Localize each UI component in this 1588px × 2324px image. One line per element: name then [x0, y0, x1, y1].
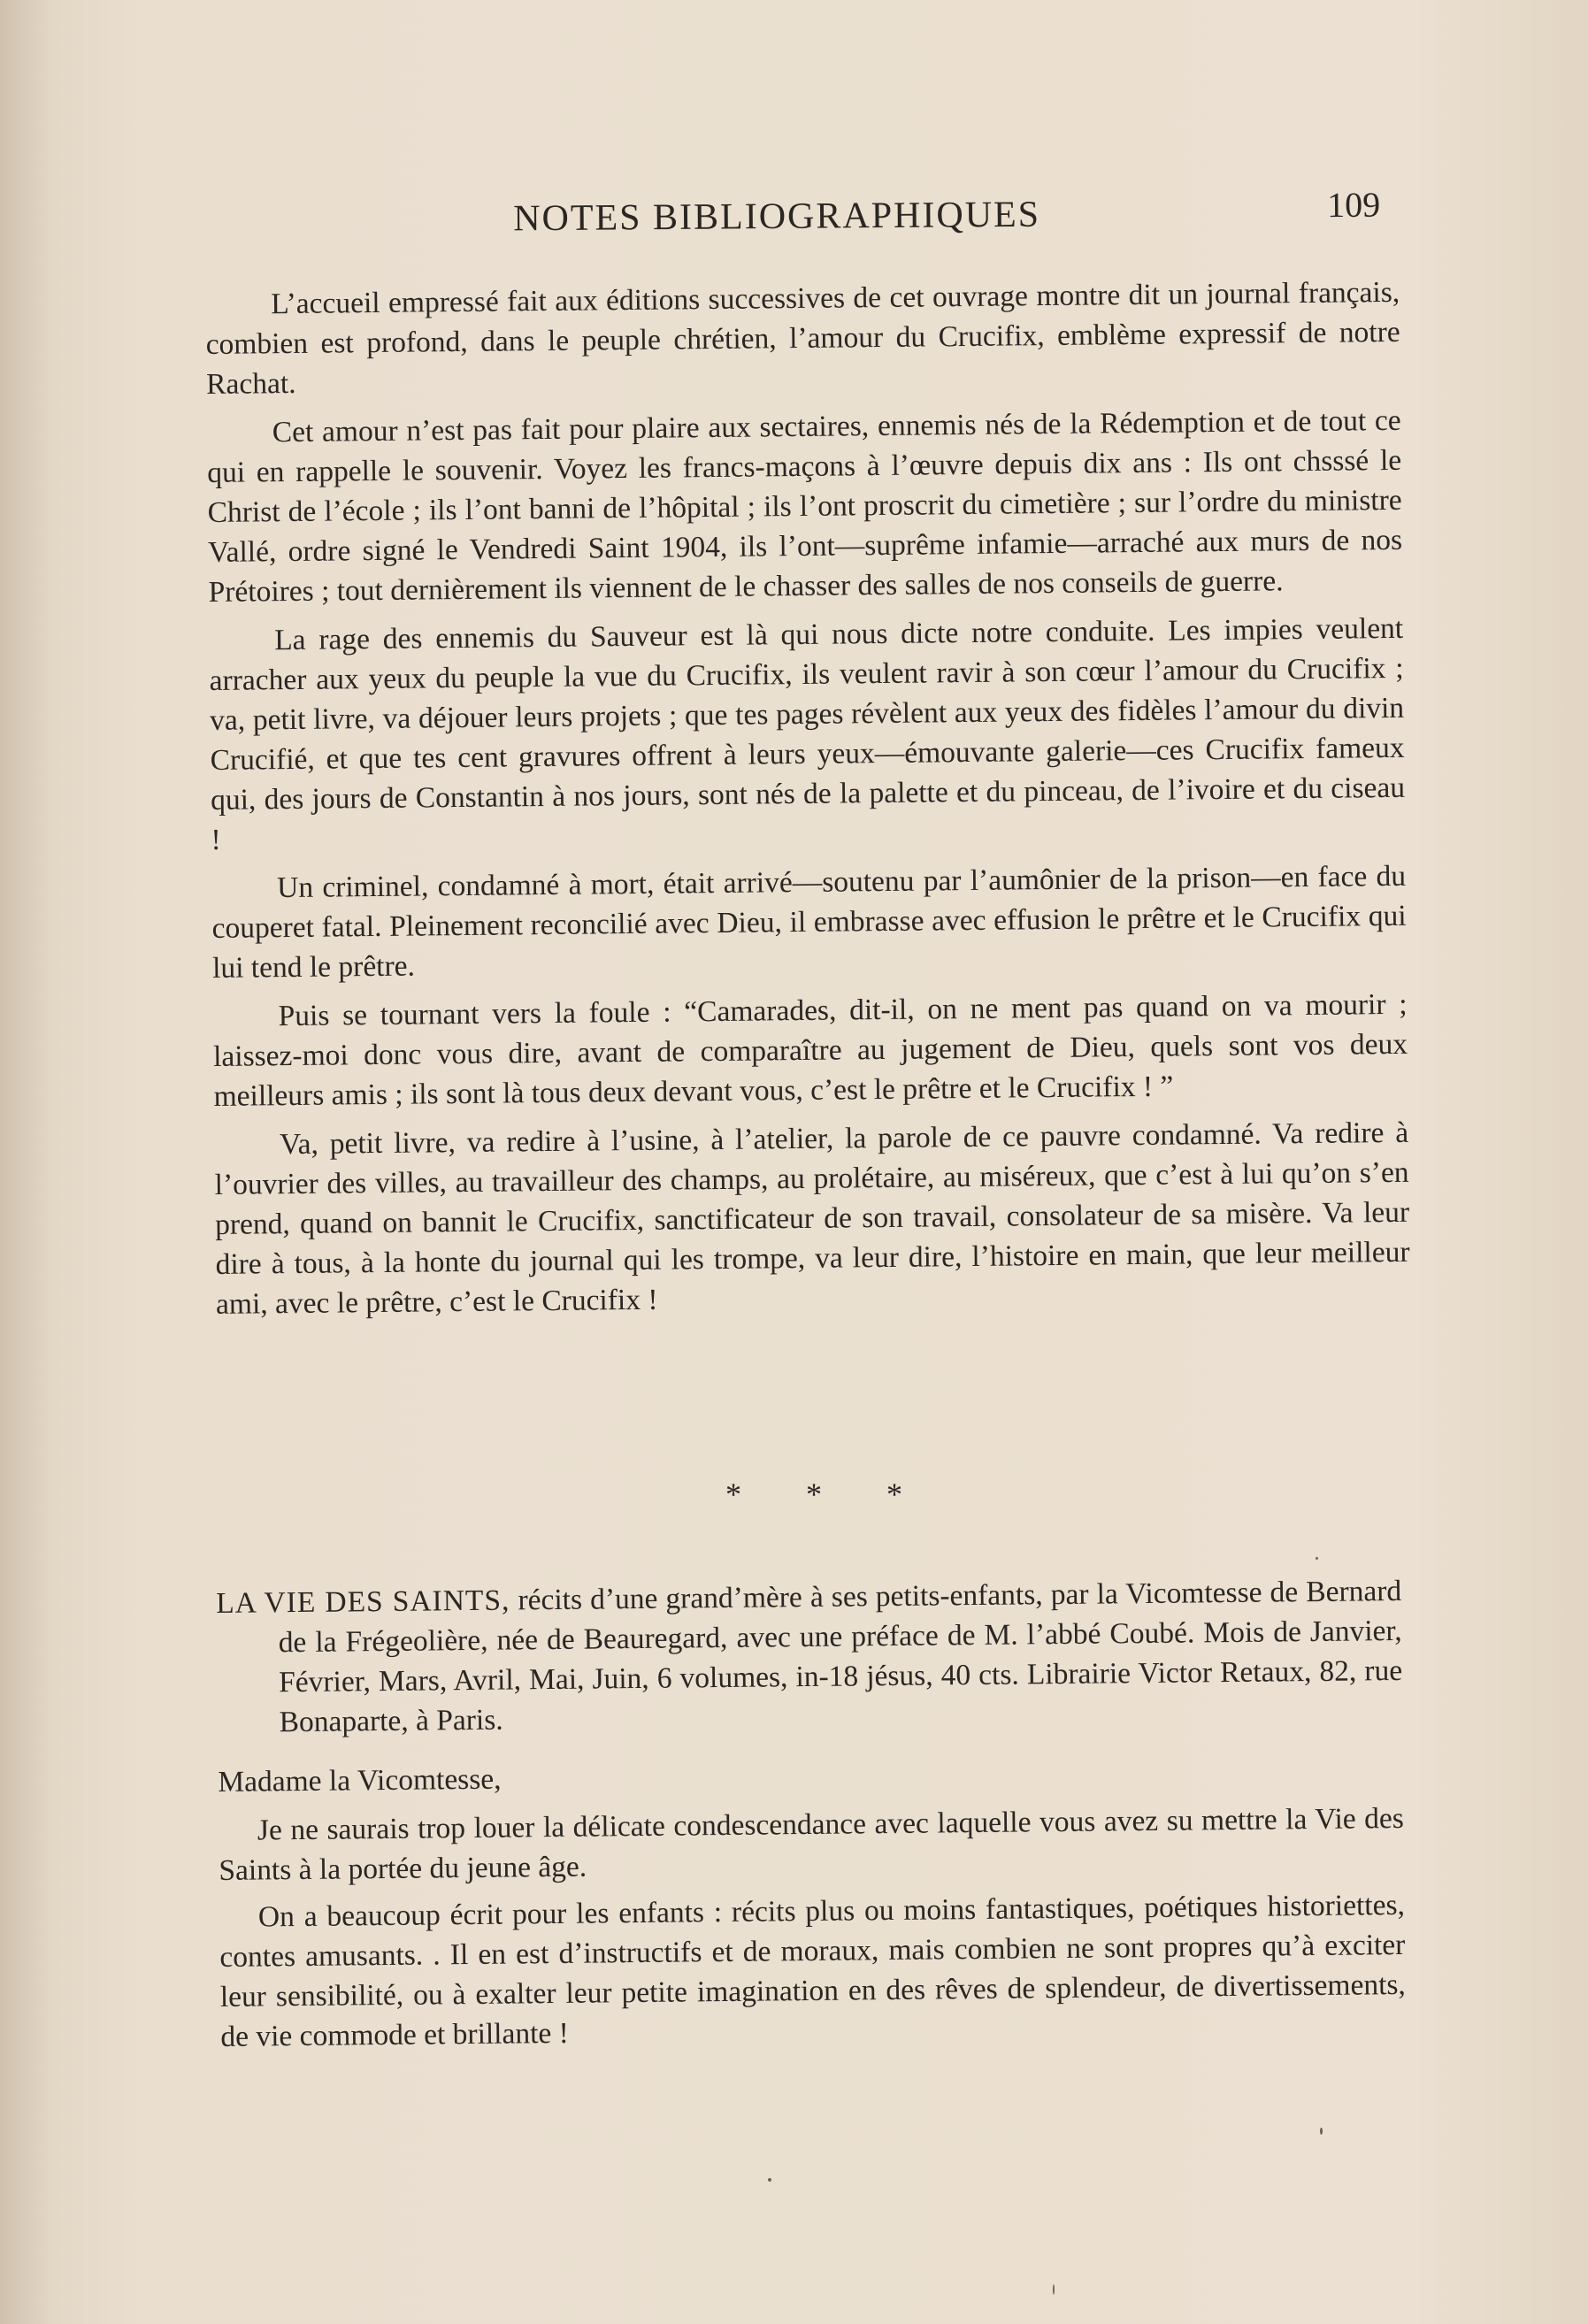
paper-speck: [768, 2178, 771, 2182]
paper-speck: [1316, 1557, 1318, 1560]
body-text: [205, 272, 1410, 1333]
paragraph: Va, petit livre, va redire à l’usine, à l’atelier, la parole de ce pauvre condamné. Va redire à l’ouvrier des villes, au travailleur des champs, au prolétaire, au miséreux, que c’est à lui qu’on s’en prend, quand on bannit le Crucifix, sanctificateur de son travail, consolateur de sa misère. Va leur dire à tous, à la honte du journal qui les trompe, va leur dire, l’histoire en main, que leur meilleur ami, avec le prêtre, c’est le Crucifix !: [214, 1116, 1410, 1321]
paragraph: On a beaucoup écrit pour les enfants : récits plus ou moins fantastiques, poétiques historiettes, contes amusants. . Il en est d’instructifs et de moraux, mais combien ne sont propres qu’à exciter leur sensibilité, ou à exalter leur petite imagination en des rêves de splendeur, de divertissements, de vie commode et brillante !: [219, 1888, 1407, 2053]
paragraph: Un criminel, condamné à mort, était arrivé—soutenu par l’aumônier de la prison—en face du couperet fatal. Pleinement reconcilié avec Dieu, il embrasse avec effusion le prêtre et le Crucifix qui lui tend le prêtre.: [211, 859, 1407, 985]
book-review: [216, 1571, 1407, 2064]
paragraph: Je ne saurais trop louer la délicate condescendance avec laquelle vous avez su mettre la Vie des Saints à la portée du jeune âge.: [219, 1801, 1405, 1887]
paragraph: La rage des ennemis du Sauveur est là qui nous dicte notre conduite. Les impies veulent arracher aux yeux du peuple la vue du Crucifix, ils veulent ravir à son cœur l’amour du Crucifix ; va, petit livre, va déjouer leurs projets ; que tes pages révèlent aux yeux des fidèles l’amour du divin Crucifié, et que tes cent gravures offrent à leurs yeux—émouvante galerie—ces Crucifix fameux qui, des jours de Constantin à nos jours, sont nés de la palette et du pinceau, de l’ivoire et du ciseau !: [209, 611, 1406, 856]
paragraph: Puis se tournant vers la foule : “Camarades, dit-il, on ne ment pas quand on va mourir ; laissez-moi donc vous dire, avant de comparaître au jugement de Dieu, quels sont vos deux meilleurs amis ; ils sont là tous deux devant vous, c’est le prêtre et le Crucifix ! ”: [212, 987, 1408, 1113]
book-title: LA VIE DES SAINTS,: [216, 1584, 510, 1620]
salutation: Madame la Vicomtesse,: [218, 1762, 502, 1799]
page-header: [212, 184, 1389, 246]
section-separator: * * *: [725, 1476, 931, 1512]
paragraph: L’accueil empressé fait aux éditions successives de cet ouvrage montre dit un journal français, combien est profond, dans le peuple chrétien, l’amour du Crucifix, emblème expressif de notre Rachat.: [205, 275, 1400, 401]
book-details: récits d’une grand’mère à ses petits-enfants, par la Vicomtesse de Bernard de la Frégeolière, née de Beauregard, avec une préface de M. l’abbé Coubé. Mois de Janvier, Février, Mars, Avril, Mai, Juin, 6 volumes, in-18 jésus, 40 cts. Librairie Victor Retaux, 82, rue Bonaparte, à Paris.: [278, 1574, 1403, 1739]
page-number: 109: [1326, 184, 1381, 226]
running-title: NOTES BIBLIOGRAPHIQUES: [513, 194, 1041, 240]
paragraph: Cet amour n’est pas fait pour plaire aux sectaires, ennemis nés de la Rédemption et de tout ce qui en rappelle le souvenir. Voyez les francs-maçons à l’œuvre depuis dix ans : Ils ont chsssé le Christ de l’école ; ils l’ont banni de l’hôpital ; ils l’ont proscrit du cimetière ; sur l’ordre du ministre Vallé, ordre signé le Vendredi Saint 1904, ils l’ont—suprême infamie—arraché aux murs de nos Prétoires ; tout dernièrement ils viennent de le chasser des salles de nos conseils de guerre.: [207, 403, 1403, 609]
paper-speck: [1053, 2284, 1055, 2295]
book-entry: [216, 1571, 1403, 1743]
paper-speck: [1320, 2128, 1323, 2135]
